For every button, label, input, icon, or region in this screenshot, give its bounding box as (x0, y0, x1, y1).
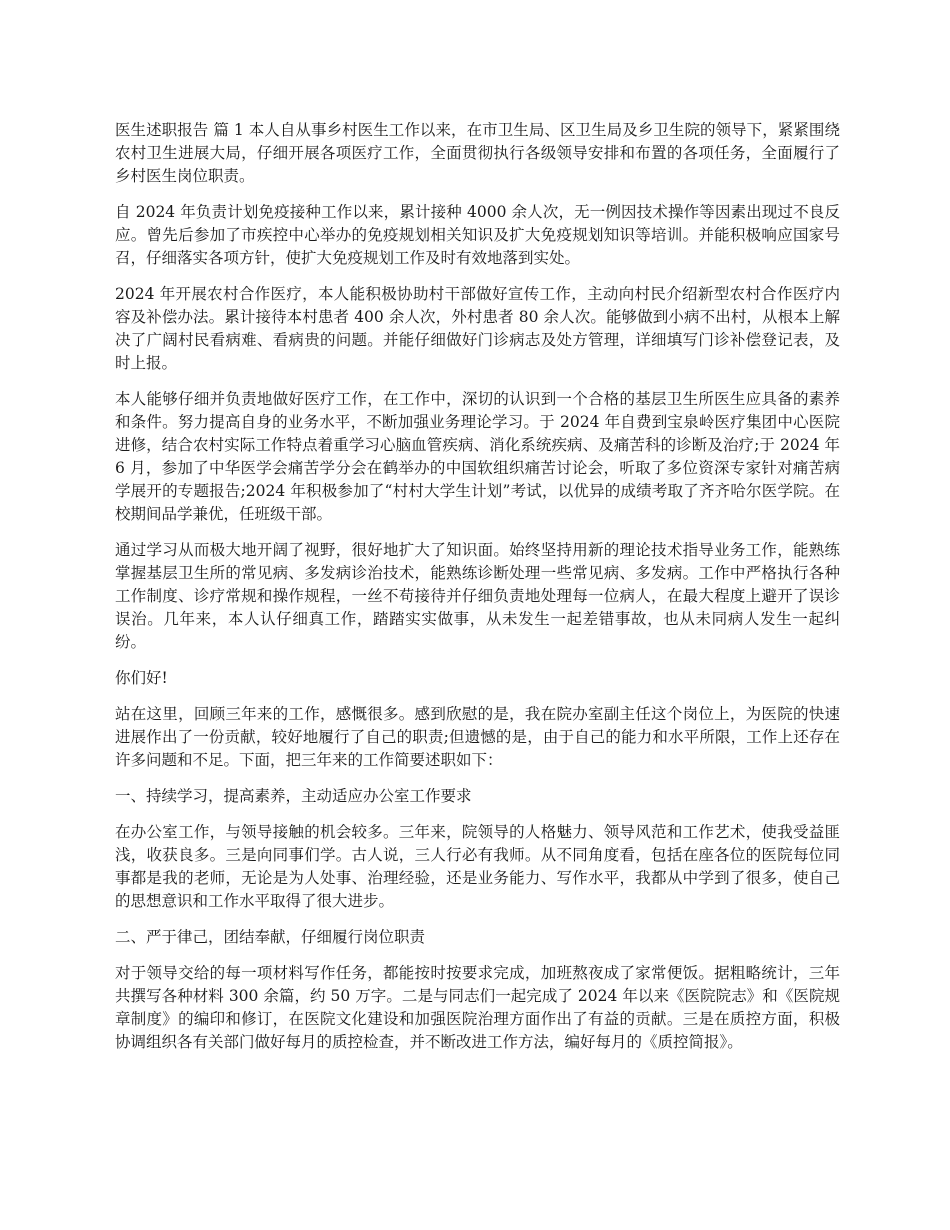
paragraph-greeting: 你们好! (115, 669, 168, 687)
section-heading-1: 一、持续学习，提高素养，主动适应办公室工作要求 (115, 787, 472, 805)
paragraph-duties: 对于领导交给的每一项材料写作任务，都能按时按要求完成，加班熬夜成了家常便饭。据粗略统计，三年共撰写各种材料 300 余篇，约 50 万字。二是与同志们一起完成了 2024 年以来《医院院志》和《医院规章制度》的编印和修订，在医院文化建设和加强医院治理方面作出了有益的贡献。三是在质控方面，积极协调组织各有关部门做好每月的质控检查，并不断改进工作方法，编好每月的《质控简报》。 (115, 964, 840, 1051)
paragraph-review: 站在这里，回顾三年来的工作，感慨很多。感到欣慰的是，我在院办室副主任这个岗位上，为医院的快速进展作出了一份贡献，较好地履行了自己的职责;但遗憾的是，由于自己的能力和水平所限，工作上还存在许多问题和不足。下面，把三年来的工作简要述职如下： (115, 705, 840, 769)
paragraph-immunization: 自 2024 年负责计划免疫接种工作以来，累计接种 4000 余人次，无一例因技术操作等因素出现过不良反应。曾先后参加了市疾控中心举办的免疫规划相关知识及扩大免疫规划知识等培训。并能积极响应国家号召，仔细落实各项方针，使扩大免疫规划工作及时有效地落到实处。 (115, 203, 840, 267)
paragraph-cooperative-medical: 2024 年开展农村合作医疗，本人能积极协助村干部做好宣传工作，主动向村民介绍新型农村合作医疗内容及补偿办法。累计接待本村患者 400 余人次，外村患者 80 余人次。能够做到小病不出村，从根本上解决了广阔村民看病难、看病贵的问题。并能仔细做好门诊病志及处方管理，详细填写门诊补偿登记表，及时上报。 (115, 285, 840, 372)
section-heading-2: 二、严于律己，团结奉献，仔细履行岗位职责 (115, 928, 426, 946)
document-body (115, 119, 840, 1067)
paragraph-intro: 医生述职报告 篇 1 本人自从事乡村医生工作以来，在市卫生局、区卫生局及乡卫生院的领导下，紧紧围绕农村卫生进展大局，仔细开展各项医疗工作，全面贯彻执行各级领导安排和布置的各项任务，全面履行了乡村医生岗位职责。 (115, 121, 840, 185)
paragraph-training: 本人能够仔细并负责地做好医疗工作，在工作中，深切的认识到一个合格的基层卫生所医生应具备的素养和条件。努力提高自身的业务水平，不断加强业务理论学习。于 2024 年自费到宝泉岭医疗集团中心医院进修，结合农村实际工作特点着重学习心脑血管疾病、消化系统疾病、及痛苦科的诊断及治疗;于 2024 年 6 月，参加了中华医学会痛苦学分会在鹤举办的中国软组织痛苦讨论会，听取了多位资深专家针对痛苦病学展开的专题报告;2024 年积极参加了“村村大学生计划”考试，以优异的成绩考取了齐齐哈尔医学院。在校期间品学兼优，任班级干部。 (115, 390, 840, 523)
paragraph-practice: 通过学习从而极大地开阔了视野，很好地扩大了知识面。始终坚持用新的理论技术指导业务工作，能熟练掌握基层卫生所的常见病、多发病诊治技术，能熟练诊断处理一些常见病、多发病。工作中严格执行各种工作制度、诊疗常规和操作规程，一丝不苟接待并仔细负责地处理每一位病人，在最大程度上避开了误诊误治。几年来，本人认仔细真工作，踏踏实实做事，从未发生一起差错事故，也从未同病人发生一起纠纷。 (115, 541, 840, 651)
paragraph-office-learning: 在办公室工作，与领导接触的机会较多。三年来，院领导的人格魅力、领导风范和工作艺术，使我受益匪浅，收获良多。三是向同事们学。古人说，三人行必有我师。从不同角度看，包括在座各位的医院每位同事都是我的老师，无论是为人处事、治理经验，还是业务能力、写作水平，我都从中学到了很多，使自己的思想意识和工作水平取得了很大进步。 (115, 823, 840, 910)
